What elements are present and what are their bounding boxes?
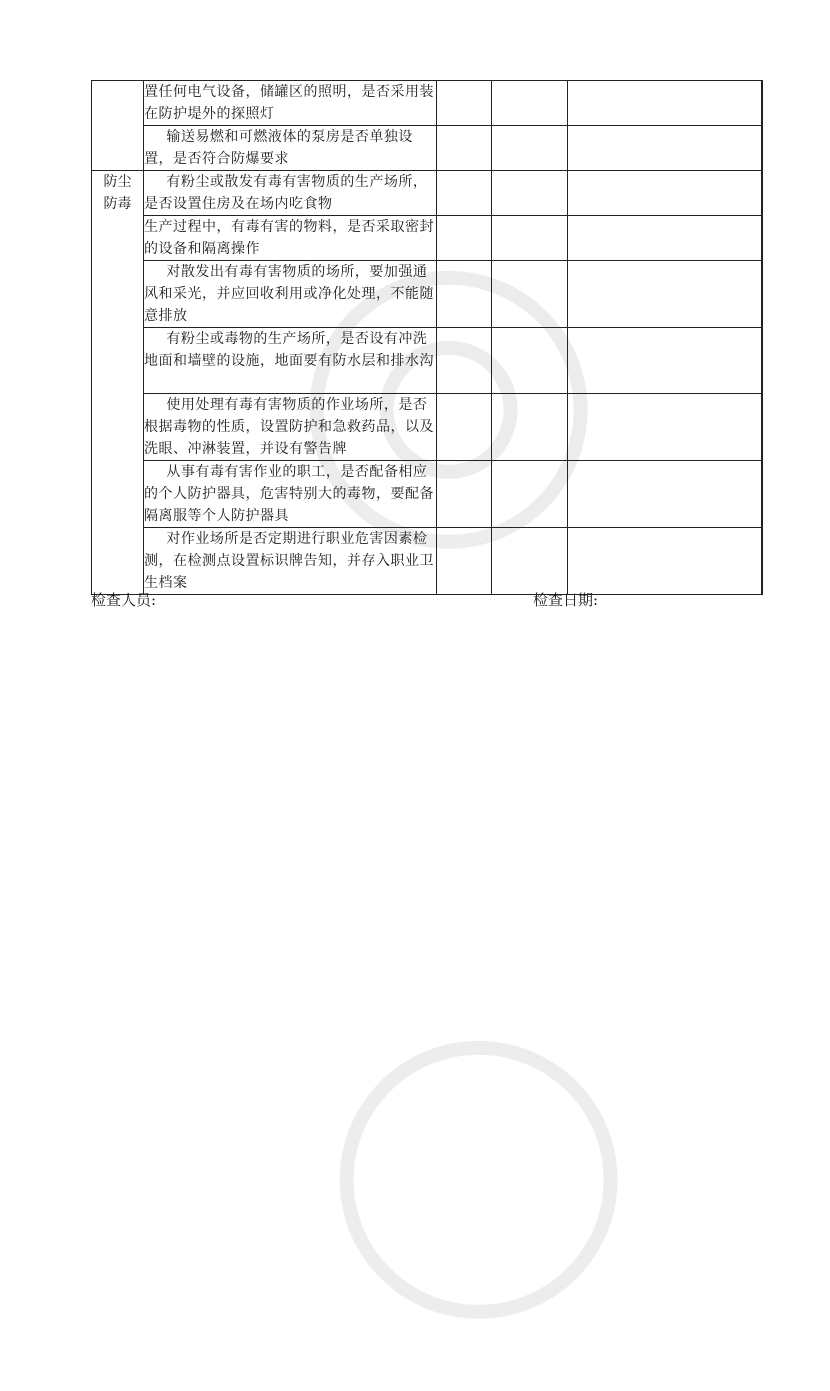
check-item-cell xyxy=(144,81,437,126)
result-cell[interactable] xyxy=(437,461,492,528)
inspection-date-label: 检查日期: xyxy=(533,591,599,609)
table-row xyxy=(92,328,762,394)
check-item-cell xyxy=(144,261,437,328)
check-item-text: 生产过程中，有毒有害的物料，是否采取密封的设备和隔离操作 xyxy=(144,219,434,257)
result-cell[interactable] xyxy=(492,528,568,595)
table-row xyxy=(92,461,762,528)
remark-cell[interactable] xyxy=(568,394,762,461)
result-cell[interactable] xyxy=(492,216,568,261)
category-label-line: 防毒 xyxy=(103,196,132,212)
check-item-text: 有粉尘或毒物的生产场所，是否设有冲洗地面和墙壁的设施，地面要有防水层和排水沟 xyxy=(144,331,434,369)
category-label-line: 防尘 xyxy=(103,174,132,190)
remark-cell[interactable] xyxy=(568,81,762,126)
remark-cell[interactable] xyxy=(568,528,762,595)
table-row xyxy=(92,528,762,595)
category-cell xyxy=(92,81,144,171)
result-cell[interactable] xyxy=(492,81,568,126)
result-cell[interactable] xyxy=(437,328,492,394)
table-row xyxy=(92,126,762,171)
table-row xyxy=(92,394,762,461)
result-cell[interactable] xyxy=(492,461,568,528)
result-cell[interactable] xyxy=(437,126,492,171)
check-item-cell xyxy=(144,171,437,216)
table-row xyxy=(92,216,762,261)
result-cell[interactable] xyxy=(492,328,568,394)
check-item-cell xyxy=(144,461,437,528)
checklist-table xyxy=(91,80,763,595)
check-item-text: 对作业场所是否定期进行职业危害因素检测，在检测点设置标识牌告知，并存入职业卫生档案 xyxy=(144,531,434,591)
result-cell[interactable] xyxy=(492,171,568,216)
inspector-label: 检查人员: xyxy=(91,591,157,609)
remark-cell[interactable] xyxy=(568,126,762,171)
remark-cell[interactable] xyxy=(568,461,762,528)
check-item-text: 置任何电气设备，储罐区的照明，是否采用装在防护堤外的探照灯 xyxy=(144,84,434,122)
check-item-cell xyxy=(144,528,437,595)
table-row xyxy=(92,261,762,328)
result-cell[interactable] xyxy=(492,261,568,328)
check-item-text: 使用处理有毒有害物质的作业场所，是否根据毒物的性质，设置防护和急救药品，以及洗眼、冲淋装置，并设有警告牌 xyxy=(144,397,434,457)
remark-cell[interactable] xyxy=(568,216,762,261)
result-cell[interactable] xyxy=(437,81,492,126)
check-item-text: 有粉尘或散发有毒有害物质的生产场所，是否设置住房及在场内吃食物 xyxy=(144,174,428,212)
result-cell[interactable] xyxy=(437,528,492,595)
result-cell[interactable] xyxy=(492,126,568,171)
remark-cell[interactable] xyxy=(568,171,762,216)
check-item-cell xyxy=(144,126,437,171)
remark-cell[interactable] xyxy=(568,261,762,328)
check-item-text: 对散发出有毒有害物质的场所，要加强通风和采光，并应回收利用或净化处理，不能随意排放 xyxy=(144,264,434,324)
watermark xyxy=(269,969,690,1390)
category-cell xyxy=(92,171,144,595)
table-row xyxy=(92,81,762,126)
check-item-text: 输送易燃和可燃液体的泵房是否单独设置，是否符合防爆要求 xyxy=(144,129,413,167)
remark-cell[interactable] xyxy=(568,328,762,394)
result-cell[interactable] xyxy=(437,171,492,216)
check-item-cell xyxy=(144,216,437,261)
check-item-cell xyxy=(144,394,437,461)
result-cell[interactable] xyxy=(437,394,492,461)
result-cell[interactable] xyxy=(492,394,568,461)
result-cell[interactable] xyxy=(437,216,492,261)
result-cell[interactable] xyxy=(437,261,492,328)
check-item-text: 从事有毒有害作业的职工，是否配备相应的个人防护器具，危害特别大的毒物，要配备隔离服等个人防护器具 xyxy=(144,464,434,524)
check-item-cell xyxy=(144,328,437,394)
table-row xyxy=(92,171,762,216)
